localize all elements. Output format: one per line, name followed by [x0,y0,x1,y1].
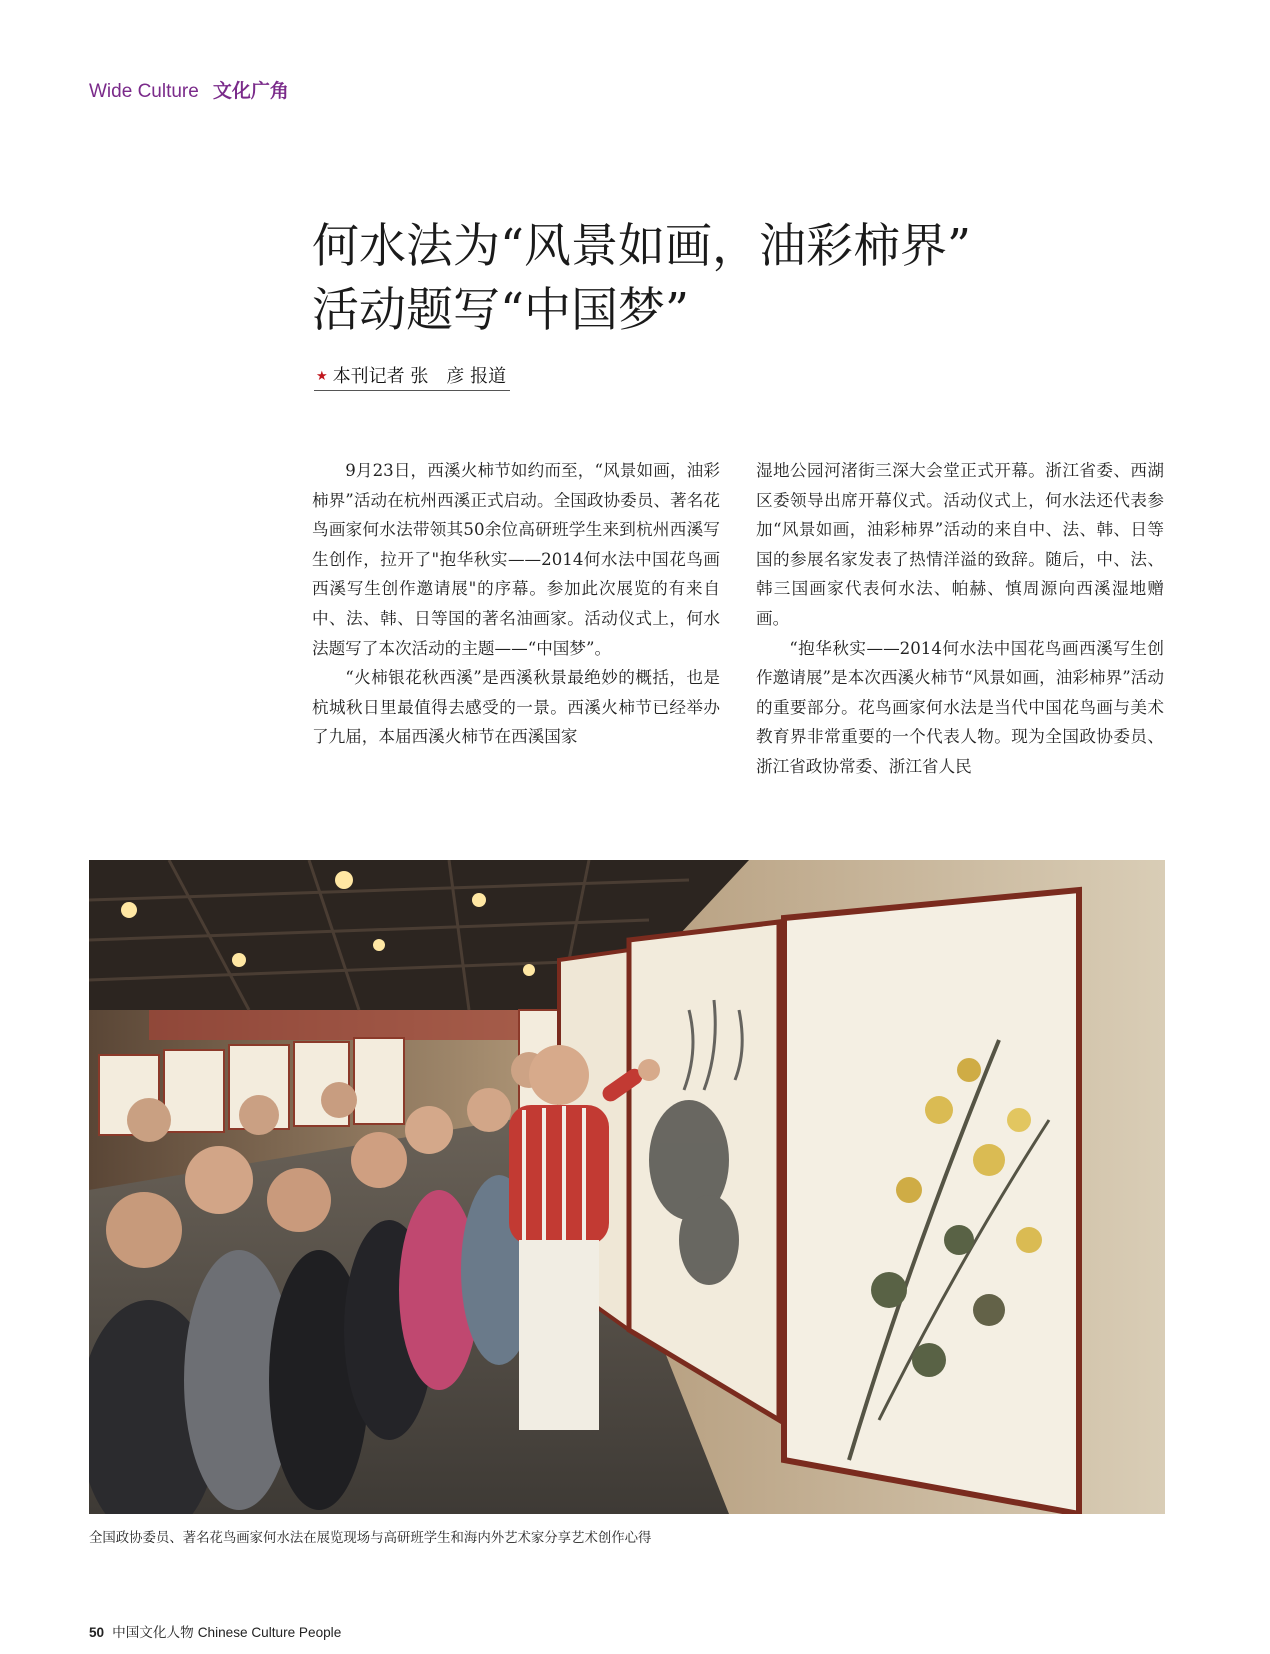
section-label-zh: 文化广角 [212,80,289,102]
star-icon: ★ [316,369,328,384]
section-header [89,76,289,103]
section-label-en: Wide Culture [89,81,199,102]
byline-text: 本刊记者 张 彦 报道 [332,366,507,387]
paragraph: 9月23日，西溪火柿节如约而至，“风景如画，油彩柿界”活动在杭州西溪正式启动。全国政协委员、著名花鸟画家何水法带领其50余位高研班学生来到杭州西溪写生创作，拉开了"抱华秋实——2014何水法中国花鸟画西溪写生创作邀请展"的序幕。参加此次展览的有来自中、法、韩、日等国的著名油画家。活动仪式上，何水法题写了本次活动的主题——“中国梦”。 [312,461,720,658]
title-line-2: 活动题写“中国梦” [312,283,690,338]
paragraph: “抱华秋实——2014何水法中国花鸟画西溪写生创作邀请展”是本次西溪火柿节“风景如画，油彩柿界”活动的重要部分。花鸟画家何水法是当代中国花鸟画与美术教育界非常重要的一个代表人物。现为全国政协委员、浙江省政协常委、浙江省人民 [756,638,1164,776]
magazine-name-zh: 中国文化人物 [112,1625,194,1641]
page-number: 50 [89,1625,105,1640]
exhibition-photo [89,860,1165,1514]
article-column-left [312,456,720,752]
article-column-right [756,456,1164,782]
byline [314,362,510,391]
paragraph: 湿地公园河渚街三深大会堂正式开幕。浙江省委、西湖区委领导出席开幕仪式。活动仪式上，何水法还代表参加“风景如画，油彩柿界”活动的来自中、法、韩、日等国的参展名家发表了热情洋溢的致辞。随后，中、法、韩三国画家代表何水法、帕赫、慎周源向西溪湿地赠画。 [756,461,1164,628]
magazine-name-en: Chinese Culture People [197,1625,342,1640]
article-title [312,215,1112,343]
paragraph: “火柿银花秋西溪”是西溪秋景最绝妙的概括，也是杭城秋日里最值得去感受的一景。西溪火柿节已经举办了九届，本届西溪火柿节在西溪国家 [312,668,720,747]
page-footer [89,1621,341,1641]
title-line-1: 何水法为“风景如画，油彩柿界” [312,219,972,274]
exhibition-photo-illustration [89,860,1165,1514]
photo-caption: 全国政协委员、著名花鸟画家何水法在展览现场与高研班学生和海内外艺术家分享艺术创作心得 [89,1531,652,1546]
